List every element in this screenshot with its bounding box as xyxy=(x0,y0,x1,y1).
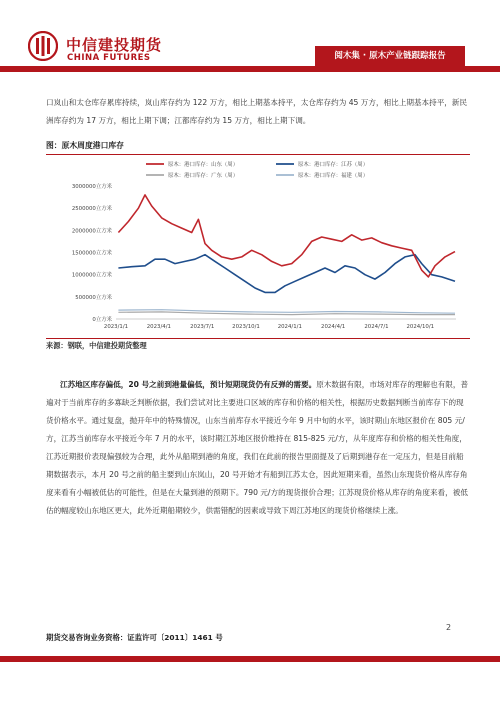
y-tick-label: 3000000立方米 xyxy=(71,184,112,190)
figure-bottom-rule xyxy=(46,338,470,339)
report-series-label: 阅木集 · 原木产业链跟踪报告 xyxy=(315,46,465,66)
analysis-body: 原木数据有限，市场对库存的理解也有限，普遍对于当前库存的多寡缺乏判断依据，我们尝试对比主要进口区域的库存和价格的相关性，根据历史数据判断当前库存下的现货价格水平。通过复盘，抛开年中的特殊情况，山东当前库存水平接近今年 9 月中旬的水平，该时期山东地区报价在 805 元/方，江苏当前库存水平接近今年 7 月的水平，该时期江苏地区报价维持在 815-825 元/方，从年度库存和价格的相关性角度，江苏近期报价表现偏强较为合理，此外从船期到港的角度，我们在此前的报告里面提及了后期到港存在一定压力，但是目前船期数据表示，本月 20 号之前的船主要到山东岚山，20 号开始才有船到江苏太仓，因此短期来看，虽然山东现货价格从库存角度来看有小幅被低估的可能性，但是在大量到港的预期下。790 元/方的现货报价合理；江苏现货价格从库存的角度来看，被低估的幅度较山东地区更大，此外近期船期较少，供需错配的因素或导致下周江苏地区的现货价格继续上涨。 xyxy=(46,380,469,515)
x-tick-label: 2024/10/1 xyxy=(406,324,435,330)
y-tick-label: 2500000立方米 xyxy=(71,206,112,213)
figure-top-rule xyxy=(46,154,470,155)
chart-canvas xyxy=(46,156,470,338)
y-tick-label: 1000000立方米 xyxy=(71,272,112,279)
x-tick-label: 2023/1/1 xyxy=(103,324,129,330)
port-inventory-chart xyxy=(46,156,470,338)
legend-label: 原木：港口库存：广东（周） xyxy=(168,173,239,179)
figure-title: 图：原木周度港口库存 xyxy=(46,141,124,150)
license-statement: 期货交易咨询业务资格：证监许可〔2011〕1461 号 xyxy=(46,633,223,642)
intro-paragraph: 口岚山和太仓库存累库持续，岚山库存约为 122 万方，相比上期基本持平，太仓库存约为 45 万方，相比上期基本持平，新民洲库存约为 17 万方，相比上期下调；江都库存约为 15 万方，相比上期下调。 xyxy=(46,98,468,125)
x-tick-label: 2023/10/1 xyxy=(232,324,260,330)
y-tick-label: 2000000立方米 xyxy=(71,228,112,235)
company-logo-icon xyxy=(28,31,58,61)
y-tick-label: 1500000立方米 xyxy=(71,250,112,257)
series-line xyxy=(118,195,455,277)
legend-label: 原木：港口库存：福建（周） xyxy=(298,173,369,179)
x-tick-label: 2023/7/1 xyxy=(190,324,215,330)
legend-label: 原木：港口库存：山东（周） xyxy=(168,162,239,168)
y-tick-label: 500000立方米 xyxy=(75,294,112,301)
company-name-en: CHINA FUTURES xyxy=(67,53,151,63)
analysis-paragraph xyxy=(46,376,470,520)
y-tick-label: 0立方米 xyxy=(92,317,112,323)
x-tick-label: 2023/4/1 xyxy=(146,324,171,330)
page-number: 2 xyxy=(446,623,452,632)
figure-source: 来源：钢联，中信建投期货整理 xyxy=(46,341,147,350)
header-divider xyxy=(0,66,500,72)
company-name-cn: 中信建投期货 xyxy=(66,36,163,54)
legend-label: 原木：港口库存：江苏（周） xyxy=(298,162,369,168)
series-line xyxy=(118,255,455,293)
footer-divider xyxy=(0,656,500,662)
x-tick-label: 2024/7/1 xyxy=(364,324,389,330)
x-tick-label: 2024/4/1 xyxy=(321,324,346,330)
x-tick-label: 2024/1/1 xyxy=(277,324,302,330)
analysis-lead: 江苏地区库存偏低，20 号之前到港量偏低，预计短期现货仍有反弹的需要。 xyxy=(60,380,317,389)
